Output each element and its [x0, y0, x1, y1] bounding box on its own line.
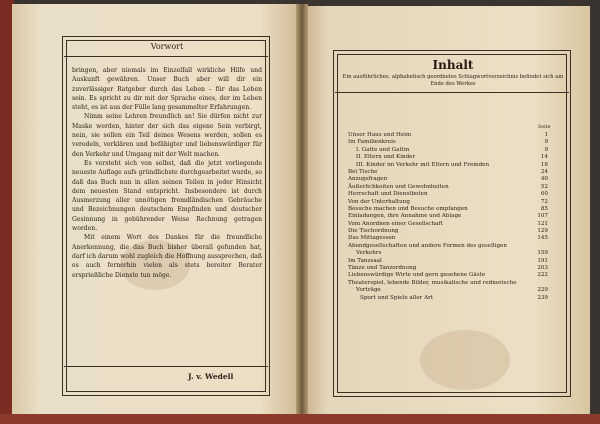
toc-entry: Unser Haus und Heim 1 [348, 132, 548, 138]
vorwort-paragraph: Es versteht sich von selbst, daß die jetzt vorliegende neueste Auflage aufs gründlichste durchgearbeitet wurde, so daß das Buch nun in allen seinen Teilen in jeder Hinsicht dem neuesten Stand entspricht. Insbesondere ist durch Ausmerzung aller unnötigen fremdländischen Gebräuche und Bezeichnungen deutschem Empfinden und deutscher Gesinnung in gebührender Weise Rechnung getragen worden. [72, 159, 262, 233]
toc-entry: Das Mittagessen 145 [348, 235, 548, 242]
toc-entry: Vom Anordnen einer Gesellschaft 121 [348, 220, 548, 227]
toc-entry: Sport und Spiele aller Art 239 [360, 294, 548, 301]
vorwort-paragraph: Nimm seine Lehren freundlich an! Sie dürfen nicht zur Maske werden, hinter der sich das eigene Sein verbirgt, nein, sie sollen ein Teil deines Wesens werden, sollen es veredeln, verklären und befähigter und liebenswürdiger für den Verkehr und Umgang mit der Welt machen. [72, 113, 262, 158]
vorwort-paragraph: bringen, aber niemals im Einzelfall wirkliche Hilfe und Auskunft gewähren. Unser Buch aber will dir ein zuverlässiger Ratgeber durch das Leben – für das Leben sein. Es spricht zu dir mit der Sprache eines, der im Leben steht, es ist aus der Fülle lang gesammelter Erfahrungen. [72, 67, 262, 112]
signature-rule [64, 366, 268, 367]
toc-entry: Äußerlichkeiten und Gewohnheiten 52 [348, 183, 548, 190]
toc-entry: Theaterspiel, lebende Bilder, musikalische und rednerische [348, 279, 517, 286]
toc-entry: Im Tanzsaal 191 [348, 257, 548, 264]
toc-entry: I. Gatte und Gattin 9 [356, 146, 548, 153]
vorwort-header-rule [64, 56, 268, 57]
page-column-label: Seite [538, 125, 551, 130]
toc-entry: III. Kinder im Verkehr mit Eltern und Fremden 18 [356, 161, 548, 168]
toc-entry: Einladungen, ihre Annahme und Ablage 107 [348, 213, 548, 220]
signature: J. v. Wedell [188, 372, 234, 381]
book-cover-bottom [0, 414, 600, 424]
toc-entry: Von der Unterhaltung 72 [348, 198, 548, 205]
toc-entry: Besuche machen und Besuche empfangen 85 [348, 205, 548, 212]
toc-entry: II. Eltern und Kinder 14 [356, 154, 548, 161]
toc-entry: Liebenswürdige Wirte und gern gesehene Gäste 222 [348, 272, 548, 279]
vorwort-body [72, 66, 262, 280]
vorwort-paragraph: Mit einem Wort des Dankes für die freundliche Anerkennung, die das Buch bisher überall gefunden hat, darf ich darum wohl zugleich die Hoffnung aussprechen, daß es auch fernerhin vielen als stets bereiter Berater ersprießliche Dienste tun möge. [72, 234, 262, 279]
toc-entry: Herrschaft und Dienstboten 60 [348, 191, 548, 198]
inhalt-subtitle: Ein ausführliches, alphabetisch geordnetes Schlagwortverzeichnis befindet sich am Ende des Werkes [342, 74, 564, 87]
book-gutter [296, 4, 308, 414]
toc-entry: Bei Tische 24 [348, 168, 548, 175]
toc-entry: Abendgesellschaften und andere Formen des geselligen [348, 242, 507, 249]
toc-entry: Vorträge 229 [356, 287, 548, 294]
table-of-contents [348, 132, 548, 302]
toc-entry: Anzugsfragen 40 [348, 176, 548, 183]
toc-entry: Die Tischordnung 129 [348, 228, 548, 235]
toc-entry: Verkehrs 159 [356, 250, 548, 257]
inhalt-header-rule [335, 92, 569, 93]
toc-entry: Im Familienkreis 9 [348, 139, 548, 146]
inhalt-title: Inhalt [432, 58, 474, 72]
toc-entry: Tänze und Tanzordnung 203 [348, 265, 548, 272]
vorwort-title: Vorwort [150, 42, 184, 51]
